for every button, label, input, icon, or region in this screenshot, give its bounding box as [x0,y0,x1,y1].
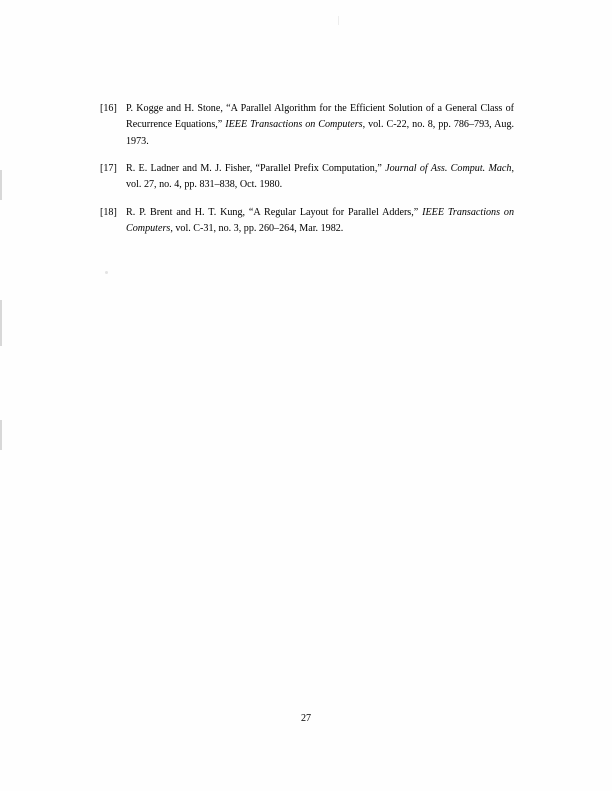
page-number: 27 [300,713,312,724]
reference-text: R. P. Brent and H. T. Kung, “A Regular Layout for Parallel Adders,” IEEE Transactions on Computers, vol. C-31, no. 3, pp. 260–264, Mar. 1982. [126,206,514,235]
list-item [100,161,514,194]
reference-label: [18] [100,206,117,218]
list-item [100,101,514,150]
scan-speck [338,16,339,25]
reference-list [100,101,514,248]
reference-label: [17] [100,163,117,175]
scan-artifact-mark [0,420,2,450]
reference-text: R. E. Ladner and M. J. Fisher, “Parallel Prefix Computation,” Journal of Ass. Comput. Mach, vol. 27, no. 4, pp. 831–838, Oct. 1980. [126,163,514,191]
scan-artifact-mark [0,300,2,346]
reference-text: P. Kogge and H. Stone, “A Parallel Algorithm for the Efficient Solution of a General Class of Recurrence Equations,” IEEE Transactions on Computers, vol. C-22, no. 8, pp. 786–793, Aug. 1973. [126,103,515,147]
list-item [100,205,514,238]
scan-artifact-mark [0,170,2,200]
scan-speck [105,271,108,274]
reference-label: [16] [100,103,117,114]
